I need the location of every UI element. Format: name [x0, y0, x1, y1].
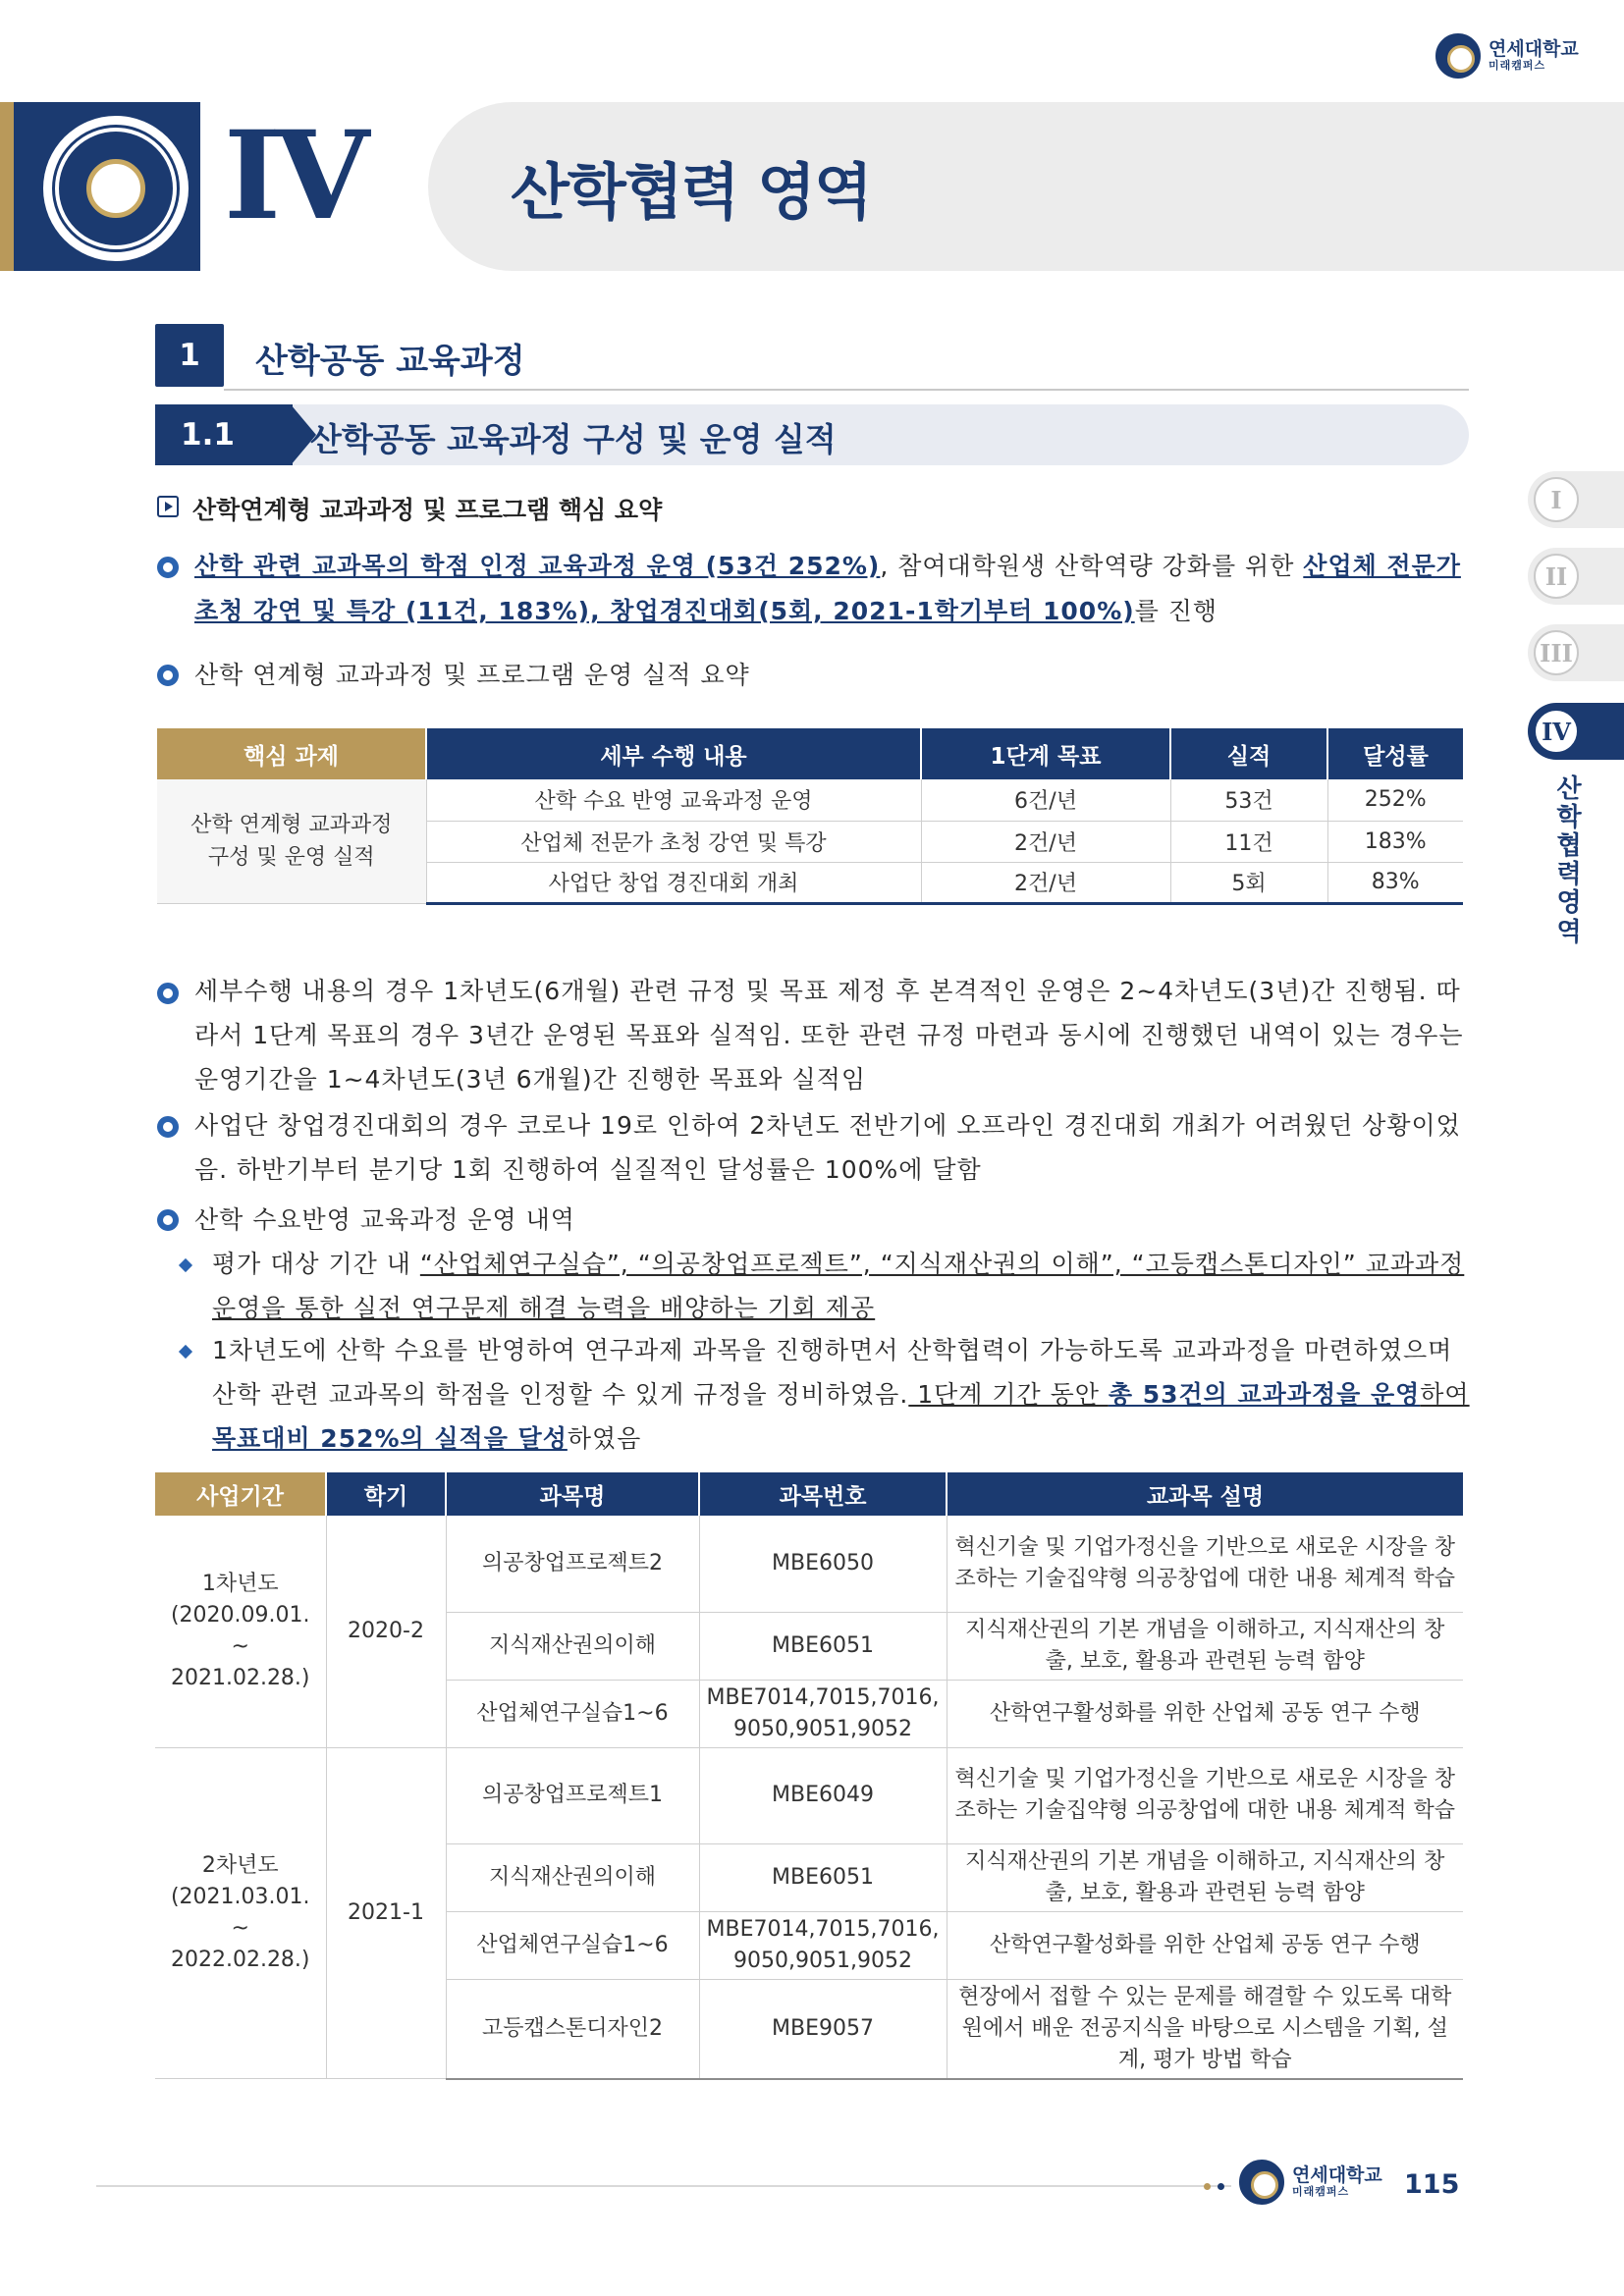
logo-sub-text: 미래캠퍼스 [1489, 59, 1546, 73]
table-row: 고등캡스톤디자인2 MBE9057 현장에서 접할 수 있는 문제를 해결할 수 있도록 대학원에서 배운 전공지식을 바탕으로 시스템을 기획, 설계, 평가 방법 학습 [155, 1979, 1463, 2079]
page-number: 115 [1404, 2169, 1460, 2200]
circle-bullet-icon [157, 665, 179, 686]
circle-bullet-icon [157, 983, 179, 1004]
table-cell-term: 2020-2 [326, 1516, 446, 1747]
table-row: 산업체 전문가 초청 강연 및 특강 2건/년 11건 183% [157, 821, 1463, 862]
subsection-title: 산학공동 교육과정 구성 및 운영 실적 [310, 420, 837, 458]
bullet-table-intro: 산학 연계형 교과과정 및 프로그램 운영 실적 요약 [194, 661, 750, 689]
chapter-title: 산학협력 영역 [511, 156, 871, 228]
summary-table [157, 728, 1463, 905]
table-row: 산학 연계형 교과과정 구성 및 운영 실적 산학 수요 반영 교육과정 운영 6건/년 53건 252% [157, 779, 1463, 821]
sub-bullet-regulation: 1차년도에 산학 수요를 반영하여 연구과제 과목을 진행하면서 산학협력이 가능하도록 교과과정을 마련하였으며 산학 관련 교과목의 학점을 인정할 수 있게 규정을 정비하였음. 1단계 기간 동안 총 53건의 교과과정을 운영하여 목표대비 252%의 실적을 달성하였음 [212, 1336, 1470, 1453]
side-active-label: 산학협력 영역 [1556, 774, 1582, 947]
circle-bullet-icon [157, 1209, 179, 1231]
summary-heading: 산학연계형 교과과정 및 프로그램 핵심 요약 [192, 496, 663, 524]
emphasis-text: 산업체 전문가 초청 강연 및 특강 (11건, 183%), 창업경진대회(5회, 2021-1학기부터 100%) [194, 552, 1461, 625]
table-row: 2차년도 (2021.03.01. ~ 2022.02.28.) 2021-1 의공창업프로젝트1 MBE6049 혁신기술 및 기업가정신을 기반으로 새로운 시장을 창조하는 기술집약형 의공창업에 대한 내용 체계적 학습 [155, 1747, 1463, 1843]
diamond-bullet-icon [179, 1345, 192, 1359]
footer-dot [1218, 2183, 1224, 2190]
table-cell-period: 1차년도 (2020.09.01. ~ 2021.02.28.) [155, 1516, 326, 1747]
side-tab-chapter-2[interactable]: II [1528, 548, 1624, 605]
table-row: 지식재산권의이해 MBE6051 지식재산권의 기본 개념을 이해하고, 지식재산의 창출, 보호, 활용과 관련된 능력 함양 [155, 1612, 1463, 1680]
footer-logo-main: 연세대학교 [1292, 2164, 1382, 2187]
emphasis-text: 산학 관련 교과목의 학점 인정 교육과정 운영 (53건 252%) [194, 552, 881, 580]
university-logo [1435, 33, 1579, 79]
diamond-bullet-icon [179, 1258, 192, 1272]
sub-bullet-courses: 평가 대상 기간 내 “산업체연구실습”, “의공창업프로젝트”, “지식재산권의 이해”, “고등캡스톤디자인” 교과과정 운영을 통한 실전 연구문제 해결 능력을 배양하는 기회 제공 [212, 1250, 1465, 1322]
subsection-number: 1.1 [155, 404, 293, 465]
logo-main-text: 연세대학교 [1489, 38, 1579, 61]
footer-dot [1204, 2183, 1211, 2190]
side-tab-chapter-3[interactable]: III [1528, 624, 1624, 681]
table-row: 지식재산권의이해 MBE6051 지식재산권의 기본 개념을 이해하고, 지식재산의 창출, 보호, 활용과 관련된 능력 함양 [155, 1843, 1463, 1911]
circle-bullet-icon [157, 1116, 179, 1138]
circle-bullet-icon [157, 557, 179, 578]
table-cell-term: 2021-1 [326, 1747, 446, 2079]
university-seal-icon [1239, 2160, 1284, 2205]
footer-logo [1239, 2160, 1382, 2205]
section-number: 1 [155, 324, 224, 387]
table-cell-task: 산학 연계형 교과과정 구성 및 운영 실적 [157, 779, 426, 903]
footer-divider [96, 2185, 1231, 2187]
bullet-summary: 산학 관련 교과목의 학점 인정 교육과정 운영 (53건 252%), 참여대학원생 산학역량 강화를 위한 산업체 전문가 초청 강연 및 특강 (11건, 183%), 창업경진대회(5회, 2021-1학기부터 100%)를 진행 [194, 552, 1461, 625]
footer-logo-sub: 미래캠퍼스 [1292, 2185, 1350, 2199]
section-divider [224, 389, 1469, 391]
bullet-contest-note: 사업단 창업경진대회의 경우 코로나 19로 인하여 2차년도 전반기에 오프라인 경진대회 개최가 어려웠던 상황이었음. 하반기부터 분기당 1회 진행하여 실질적인 달성률은 100%에 달함 [194, 1111, 1461, 1184]
chapter-number: IV [224, 105, 364, 247]
university-seal-icon [1435, 33, 1481, 79]
banner-seal-shield [86, 159, 145, 218]
table-row: 사업단 창업 경진대회 개최 2건/년 5회 83% [157, 862, 1463, 903]
table-row: 산업체연구실습1~6 MBE7014,7015,7016, 9050,9051,9052 산학연구활성화를 위한 산업체 공동 연구 수행 [155, 1680, 1463, 1747]
table-header-row: 핵심 과제 세부 수행 내용 1단계 목표 실적 달성률 [157, 728, 1463, 779]
banner-gold-stripe [0, 102, 14, 271]
table-header-row: 사업기간 학기 과목명 과목번호 교과목 설명 [155, 1472, 1463, 1516]
bullet-course-heading: 산학 수요반영 교육과정 운영 내역 [194, 1205, 575, 1234]
side-tab-chapter-4[interactable]: IV [1528, 703, 1624, 760]
table-row: 산업체연구실습1~6 MBE7014,7015,7016, 9050,9051,9052 산학연구활성화를 위한 산업체 공동 연구 수행 [155, 1911, 1463, 1979]
course-table [155, 1472, 1463, 2080]
section-title: 산학공동 교육과정 [255, 342, 525, 381]
play-box-icon [157, 496, 179, 517]
table-cell-period: 2차년도 (2021.03.01. ~ 2022.02.28.) [155, 1747, 326, 2079]
side-tab-chapter-1[interactable]: I [1528, 471, 1624, 528]
bullet-operation-note: 세부수행 내용의 경우 1차년도(6개월) 관련 규정 및 목표 제정 후 본격적인 운영은 2~4차년도(3년)간 진행됨. 따라서 1단계 목표의 경우 3년간 운영된 목표와 실적임. 또한 관련 규정 마련과 동시에 진행했던 내역이 있는 경우는 운영기간을 1~4차년도(3년 6개월)간 진행한 목표와 실적임 [194, 977, 1464, 1094]
table-row: 1차년도 (2020.09.01. ~ 2021.02.28.) 2020-2 의공창업프로젝트2 MBE6050 혁신기술 및 기업가정신을 기반으로 새로운 시장을 창조하는 기술집약형 의공창업에 대한 내용 체계적 학습 [155, 1516, 1463, 1612]
